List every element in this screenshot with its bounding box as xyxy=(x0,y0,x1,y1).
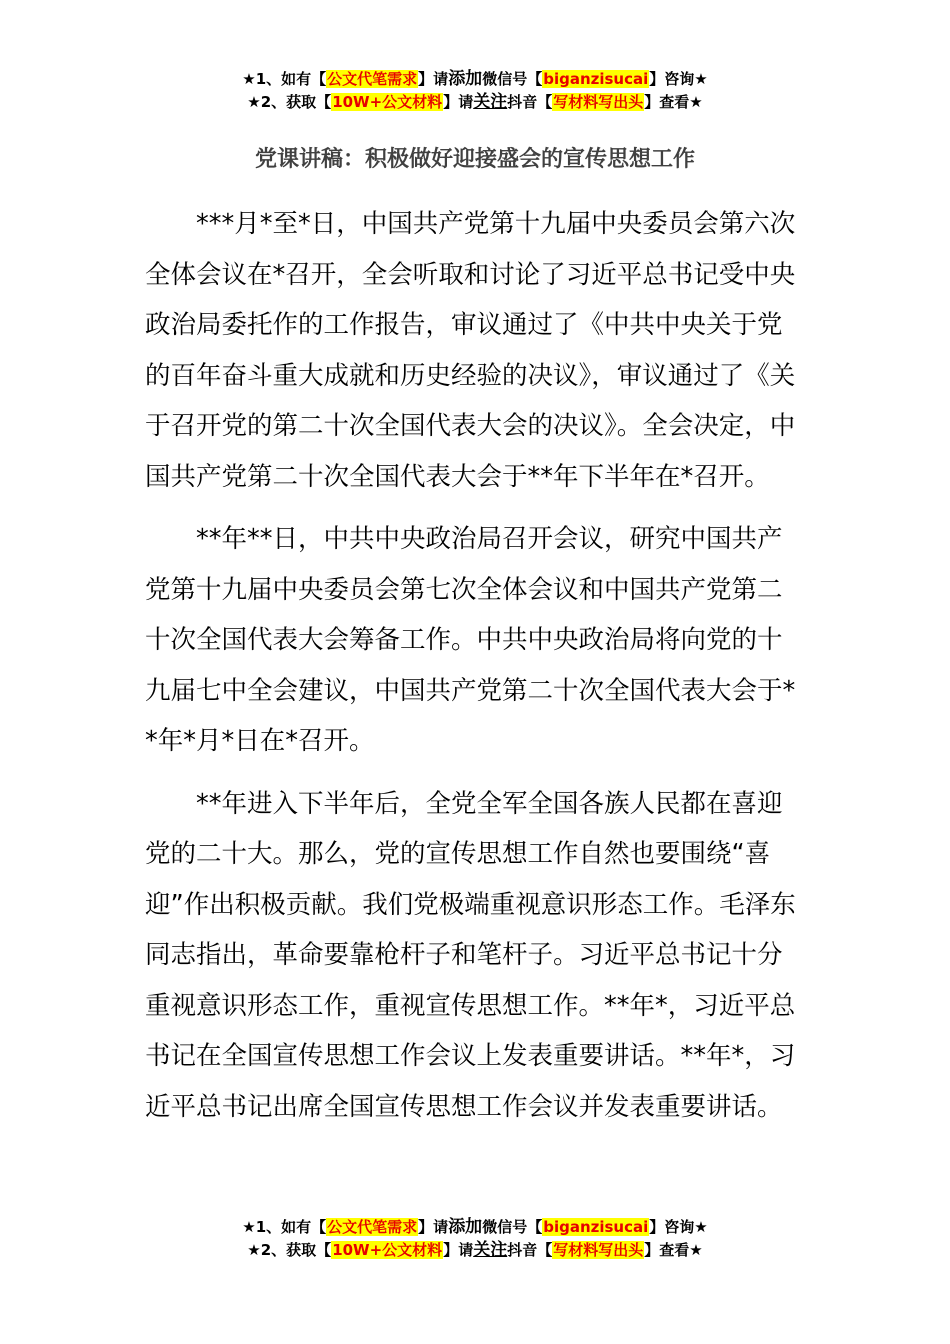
promo-text: 】查看★ xyxy=(644,93,703,111)
promo-highlight: 10W+公文材料 xyxy=(332,1241,443,1259)
promo-highlight: 10W+公文材料 xyxy=(332,93,443,111)
promo-highlight: 写材料写出头 xyxy=(553,1241,644,1259)
promo-text: 】查看★ xyxy=(644,1241,703,1259)
promo-emphasis: 添加 xyxy=(448,69,483,89)
promo-text: 微信号【 xyxy=(482,1218,543,1236)
promo-text: 】请 xyxy=(443,93,474,111)
promo-text: 】请 xyxy=(418,1218,449,1236)
promo-line-2 xyxy=(0,91,950,114)
promo-text: 微信号【 xyxy=(482,70,543,88)
promo-text: 抖音【 xyxy=(507,1241,553,1259)
promo-line-1 xyxy=(0,1216,950,1239)
promo-highlight: 公文代笔需求 xyxy=(327,70,418,88)
body-paragraph-1: ***月*至*日，中国共产党第十九届中央委员会第六次全体会议在*召开，全会听取和讨论了习近平总书记受中央政治局委托作的工作报告，审议通过了《中共中央关于党的百年奋斗重大成就和历史经验的决议》，审议通过了《关于召开党的第二十次全国代表大会的决议》。全会决定，中国共产党第二十次全国代表大会于**年下半年在*召开。 xyxy=(145,209,796,492)
body-paragraph-3: **年进入下半年后，全党全军全国各族人民都在喜迎党的二十大。那么，党的宣传思想工作自然也要围绕“喜迎”作出积极贡献。我们党极端重视意识形态工作。毛泽东同志指出，革命要靠枪杆子和笔杆子。习近平总书记十分重视意识形态工作，重视宣传思想工作。**年*，习近平总书记在全国宣传思想工作会议上发表重要讲话。**年*，习近平总书记出席全国宣传思想工作会议并发表重要讲话。 xyxy=(145,788,796,1122)
promo-emphasis: 添加 xyxy=(448,1217,483,1237)
promo-highlight: 公文代笔需求 xyxy=(327,1218,418,1236)
promo-text: 抖音【 xyxy=(507,93,553,111)
promo-text: ★2、获取【 xyxy=(247,1241,332,1259)
promo-text: 】请 xyxy=(443,1241,474,1259)
document-body xyxy=(145,199,800,1132)
promo-text: 】咨询★ xyxy=(649,1218,708,1236)
promo-line-1 xyxy=(0,68,950,91)
bottom-promo-banner xyxy=(0,1216,950,1262)
promo-emphasis: 关注 xyxy=(473,92,508,112)
promo-text: ★1、如有【 xyxy=(242,70,327,88)
promo-text: 】咨询★ xyxy=(649,70,708,88)
promo-text: 】请 xyxy=(418,70,449,88)
document-title: 党课讲稿：积极做好迎接盛会的宣传思想工作 xyxy=(254,147,695,172)
promo-text: ★1、如有【 xyxy=(242,1218,327,1236)
top-promo-banner xyxy=(0,68,950,114)
promo-line-2 xyxy=(0,1239,950,1262)
promo-emphasis: 关注 xyxy=(473,1240,508,1260)
wechat-id: biganzisucai xyxy=(543,1218,649,1236)
promo-text: ★2、获取【 xyxy=(247,93,332,111)
wechat-id: biganzisucai xyxy=(543,70,649,88)
promo-highlight: 写材料写出头 xyxy=(553,93,644,111)
body-paragraph-2: **年**日，中共中央政治局召开会议，研究中国共产党第十九届中央委员会第七次全体会议和中国共产党第二十次全国代表大会筹备工作。中共中央政治局将向党的十九届七中全会建议，中国共产党第二十次全国代表大会于**年*月*日在*召开。 xyxy=(145,524,796,756)
